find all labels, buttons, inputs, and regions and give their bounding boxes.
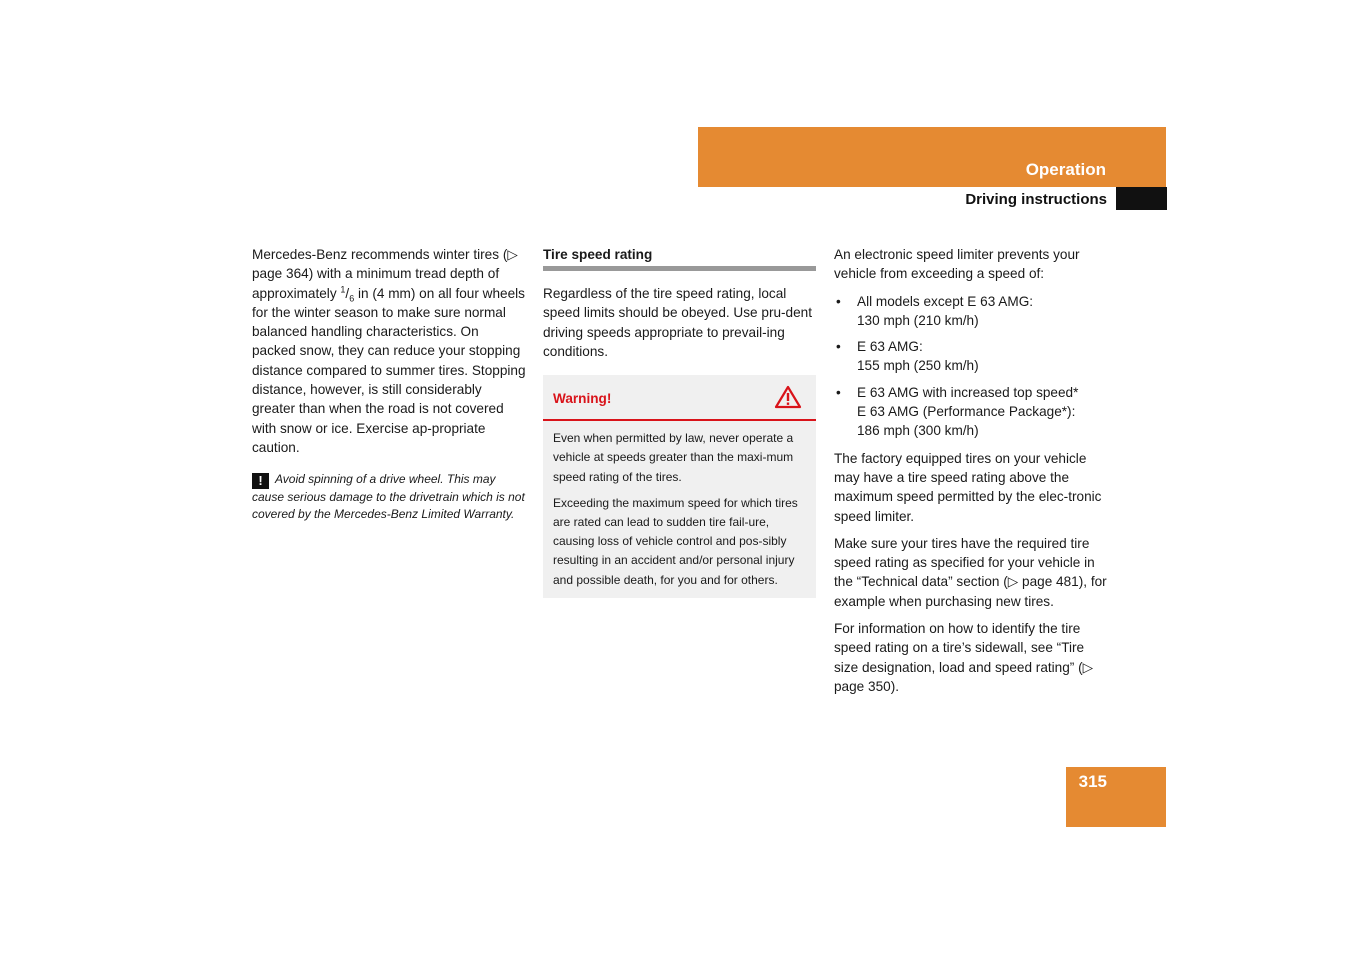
header-band [698, 127, 1166, 187]
page-number-box [1066, 767, 1166, 827]
page-ref-arrow-icon: ▷ [1082, 659, 1094, 675]
column-3 [834, 245, 1108, 704]
factory-tires-paragraph: The factory equipped tires on your vehicle may have a tire speed rating above the maximum speed permitted by the elec-tronic speed limiter. [834, 450, 1102, 524]
identify-rating-paragraph: For information on how to identify the tire speed rating on a tire’s sidewall, see “Tire size designation, load and speed rating” (▷ page 350). [834, 621, 1094, 694]
speed-limit-list [834, 292, 1108, 441]
warning-paragraph-1: Even when permitted by law, never operate a vehicle at speeds greater than the maxi-mum speed rating of the tires. [553, 431, 794, 484]
warning-header [543, 375, 816, 421]
warning-label: Warning! [553, 391, 612, 407]
page-number: 315 [1078, 772, 1107, 791]
list-item: • All models except E 63 AMG: 130 mph (210 km/h) [834, 292, 1108, 331]
warning-box [543, 375, 816, 598]
heading-rule [543, 266, 816, 271]
subsection-title: Driving instructions [965, 191, 1107, 208]
list-item: • E 63 AMG: 155 mph (250 km/h) [834, 337, 1108, 376]
winter-tires-paragraph: Mercedes-Benz recommends winter tires (▷ page 364) with a minimum tread depth of approximately $^1/_6$ in (4 mm) on all four wheels for the winter season to make sure normal balanced handling characteristics. On packed snow, they can reduce your stopping distance compared to summer tires. Stopping distance, however, is still considerably greater than when the road is not covered with snow or ice. Exercise ap-propriate caution. [252, 247, 526, 455]
tire-speed-rating-heading: Tire speed rating [543, 247, 653, 262]
warning-triangle-icon [774, 385, 802, 409]
list-item: • E 63 AMG with increased top speed* E 63 AMG (Performance Package*): 186 mph (300 km/h) [834, 383, 1108, 441]
speed-limiter-intro: An electronic speed limiter prevents your vehicle from exceeding a speed of: [834, 247, 1080, 282]
caution-note-text: Avoid spinning of a drive wheel. This may cause serious damage to the drivetrain which is not covered by the Mercedes-Benz Limited Warranty. [252, 472, 525, 522]
required-rating-paragraph: Make sure your tires have the required tire speed rating as specified for your vehicle in the “Technical data” section (▷ page 481), for example when purchasing new tires. [834, 535, 1107, 609]
warning-body [543, 421, 816, 598]
section-title: Operation [1025, 160, 1106, 179]
column-2 [543, 245, 816, 598]
warning-paragraph-2: Exceeding the maximum speed for which tires are rated can lead to sudden tire fail-ure, causing loss of vehicle control and pos-sibly resulting in an accident and/or personal injury and possible death, for you and for others. [553, 495, 798, 587]
caution-note [252, 471, 526, 523]
speed-limit-paragraph: Regardless of the tire speed rating, local speed limits should be obeyed. Use pru-dent driving speeds appropriate to prevail-ing conditions. [543, 286, 813, 359]
exclamation-icon: ! [252, 473, 269, 489]
column-1 [252, 245, 526, 523]
section-tab-marker [1116, 187, 1167, 210]
page-ref-arrow-icon: ▷ [507, 247, 518, 262]
page-ref-arrow-icon: ▷ [1007, 574, 1019, 590]
